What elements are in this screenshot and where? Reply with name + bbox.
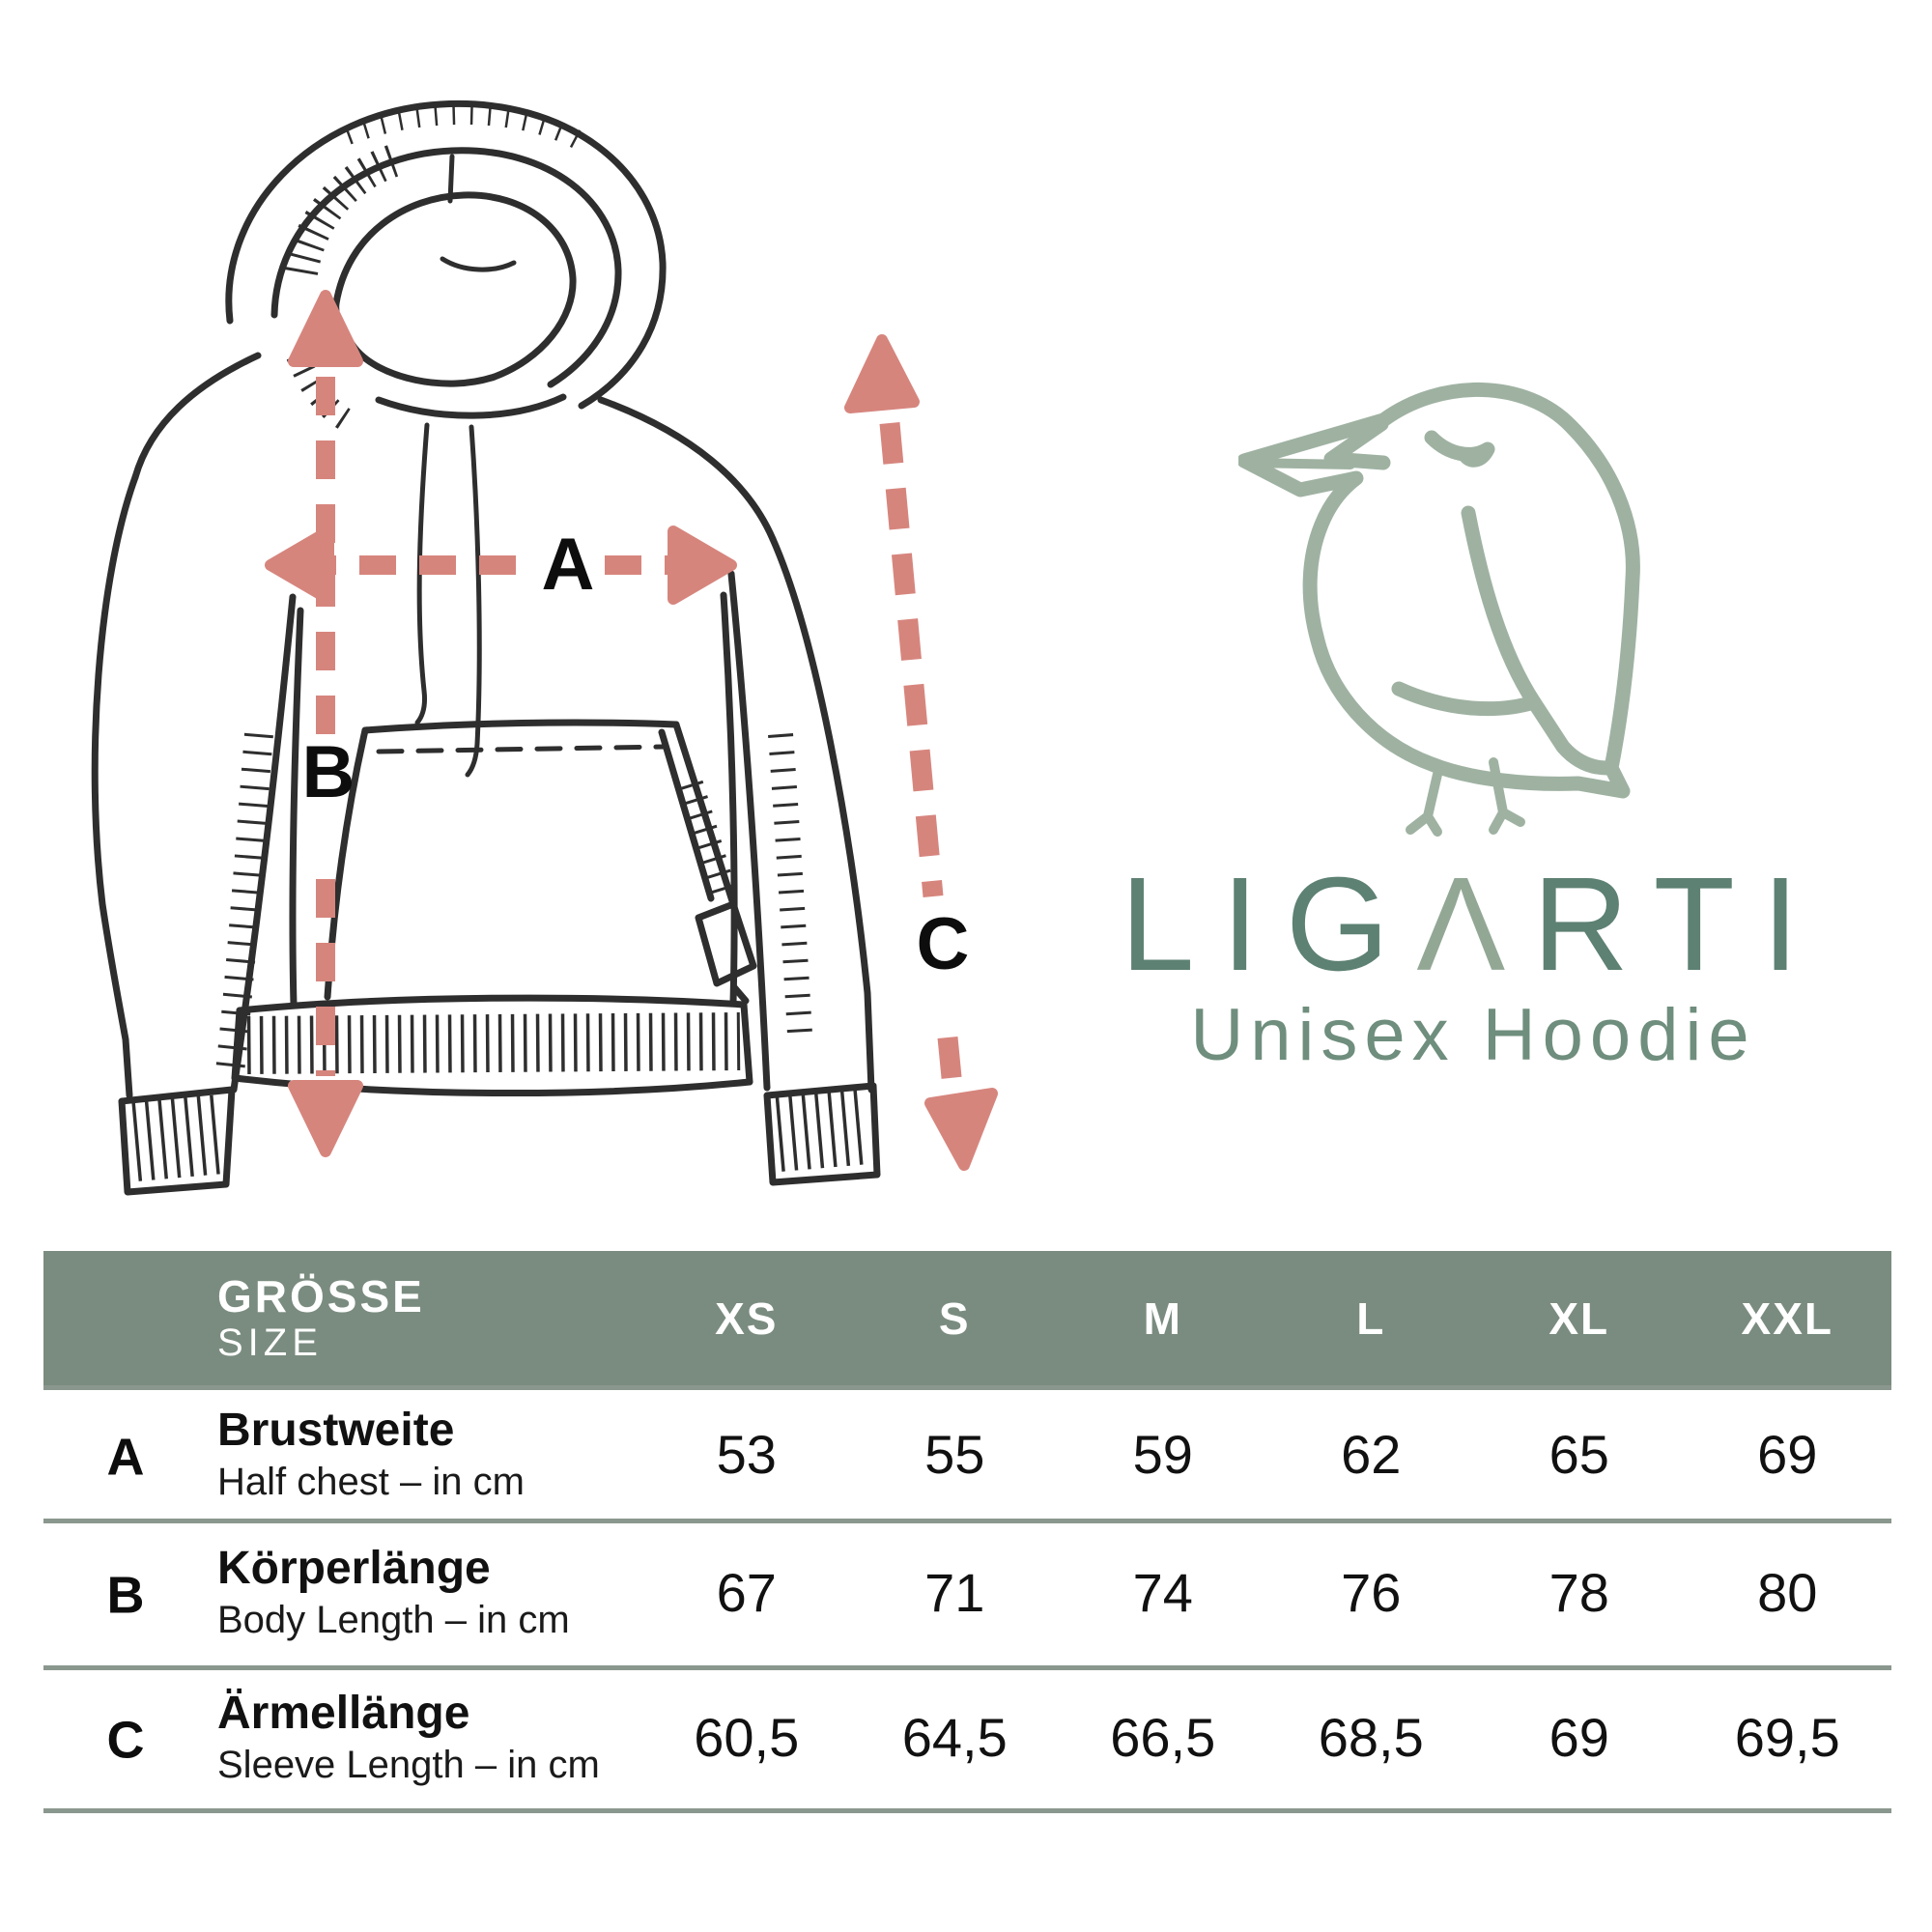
cell-value: 69	[1757, 1424, 1818, 1485]
size-label-de: GRÖSSE	[217, 1270, 425, 1321]
cell-value: 78	[1548, 1562, 1609, 1623]
row-label-en: Sleeve Length – in cm	[217, 1743, 600, 1786]
cell-value: 67	[716, 1562, 777, 1623]
measure-label-a: A	[541, 524, 595, 606]
row-label-de: Ärmellänge	[217, 1687, 470, 1739]
measure-label-b: B	[301, 731, 355, 813]
arrow-a-half-chest	[270, 531, 731, 599]
column-s: S	[938, 1293, 971, 1344]
measure-label-c: C	[916, 903, 970, 985]
cell-value: 62	[1341, 1424, 1402, 1485]
cell-value: 60,5	[694, 1707, 800, 1768]
brand-wordmark	[1038, 848, 1908, 1002]
cell-value: 65	[1548, 1424, 1609, 1485]
row-label-de: Brustweite	[217, 1404, 455, 1456]
hoodie-measurement-illustration	[58, 68, 1024, 1217]
row-values	[642, 1523, 1891, 1662]
hoodie-pocket	[327, 723, 753, 1001]
row-letter: C	[106, 1710, 145, 1769]
row-label-de: Körperlänge	[217, 1542, 491, 1594]
product-subtitle: Unisex Hoodie	[1190, 994, 1756, 1076]
row-label	[217, 1406, 525, 1504]
row-letter: A	[106, 1427, 145, 1486]
cell-value: 66,5	[1110, 1707, 1216, 1768]
cell-value: 69	[1548, 1707, 1609, 1768]
cell-value: 64,5	[901, 1707, 1008, 1768]
column-m: M	[1143, 1293, 1182, 1344]
cell-value: 74	[1132, 1562, 1193, 1623]
row-label-en: Half chest – in cm	[217, 1460, 525, 1503]
column-xl: XL	[1548, 1293, 1610, 1344]
wordmark-part1: LIG	[1120, 850, 1417, 999]
row-label-en: Body Length – in cm	[217, 1598, 570, 1641]
bird-icon	[1238, 370, 1663, 853]
column-xs: XS	[715, 1293, 779, 1344]
divider	[43, 1808, 1891, 1813]
size-columns	[642, 1251, 1891, 1385]
cell-value: 59	[1132, 1424, 1193, 1485]
table-row-a	[43, 1390, 1891, 1519]
column-l: L	[1356, 1293, 1386, 1344]
row-values	[642, 1670, 1891, 1804]
cell-value: 71	[924, 1562, 985, 1623]
cell-value: 55	[924, 1424, 985, 1485]
size-label-en: SIZE	[217, 1321, 323, 1364]
cell-value: 68,5	[1318, 1707, 1424, 1768]
cell-value: 69,5	[1734, 1707, 1840, 1768]
wordmark-letter-a: Λ	[1416, 850, 1533, 999]
row-values	[642, 1390, 1891, 1519]
row-label	[217, 1544, 570, 1642]
cell-value: 53	[716, 1424, 777, 1485]
hoodie-sketch	[95, 103, 871, 1095]
cell-value: 76	[1341, 1562, 1402, 1623]
wordmark-part3: RTI	[1532, 850, 1827, 999]
row-label	[217, 1689, 600, 1787]
size-table-header	[43, 1251, 1891, 1385]
cell-value: 80	[1757, 1562, 1818, 1623]
size-header-label	[217, 1251, 425, 1385]
column-xxl: XXL	[1741, 1293, 1833, 1344]
table-row-b	[43, 1523, 1891, 1662]
row-letter: B	[106, 1565, 145, 1624]
table-row-c	[43, 1670, 1891, 1804]
